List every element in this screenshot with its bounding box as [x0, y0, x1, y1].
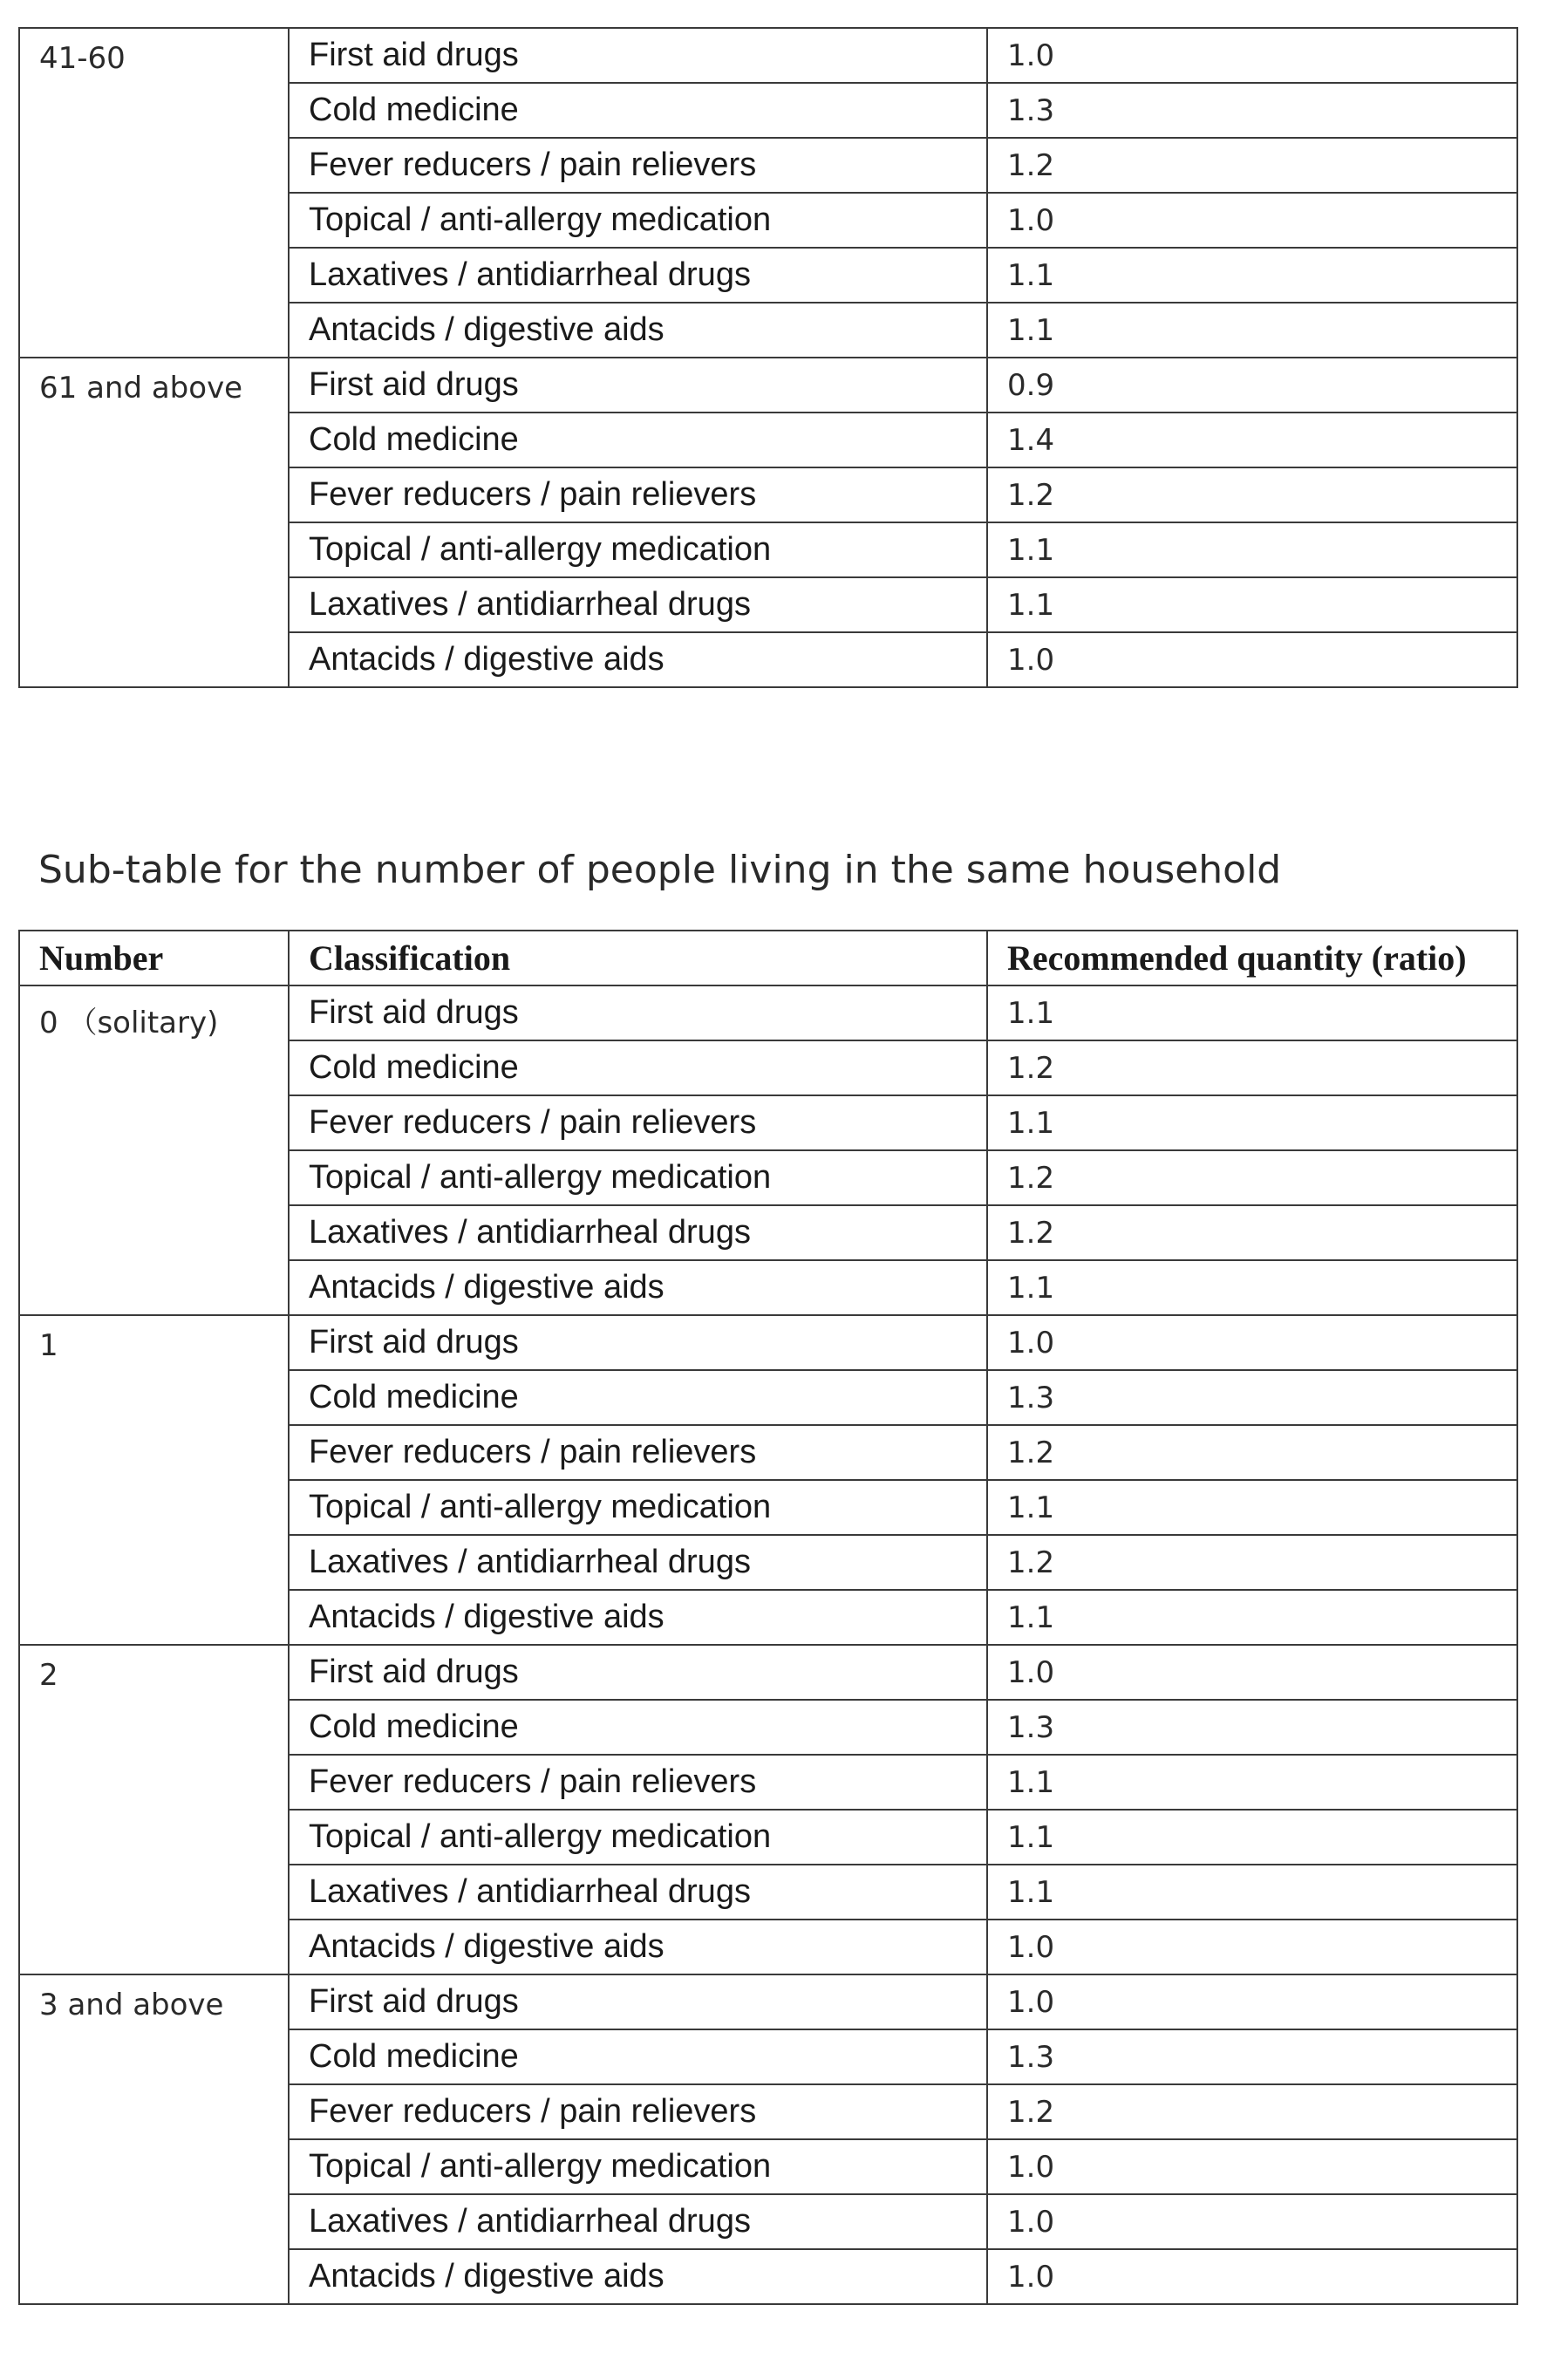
- recommended-quantity-cell: 1.1: [987, 522, 1517, 577]
- classification-cell: Topical / anti-allergy medication: [289, 1810, 987, 1865]
- recommended-quantity-cell: 0.9: [987, 358, 1517, 413]
- recommended-quantity-cell: 1.0: [987, 2139, 1517, 2194]
- table-row: [19, 985, 1517, 1040]
- recommended-quantity-cell: 1.1: [987, 1865, 1517, 1920]
- classification-cell: Laxatives / antidiarrheal drugs: [289, 248, 987, 303]
- classification-cell: First aid drugs: [289, 28, 987, 83]
- recommended-quantity-cell: 1.2: [987, 1535, 1517, 1590]
- table-row: [19, 1974, 1517, 2029]
- recommended-quantity-cell: 1.3: [987, 1700, 1517, 1755]
- recommended-quantity-cell: 1.3: [987, 83, 1517, 138]
- recommended-quantity-cell: 1.2: [987, 467, 1517, 522]
- age-subtable: [18, 27, 1518, 688]
- classification-cell: Topical / anti-allergy medication: [289, 193, 987, 248]
- table-row: [19, 358, 1517, 413]
- classification-cell: Fever reducers / pain relievers: [289, 1755, 987, 1810]
- classification-cell: Fever reducers / pain relievers: [289, 467, 987, 522]
- group-label: 0 （solitary): [19, 985, 289, 1315]
- classification-cell: First aid drugs: [289, 358, 987, 413]
- recommended-quantity-cell: 1.1: [987, 577, 1517, 632]
- recommended-quantity-cell: 1.2: [987, 1040, 1517, 1095]
- group-label: 61 and above: [19, 358, 289, 687]
- recommended-quantity-cell: 1.0: [987, 1315, 1517, 1370]
- recommended-quantity-cell: 1.0: [987, 1974, 1517, 2029]
- classification-cell: Laxatives / antidiarrheal drugs: [289, 577, 987, 632]
- recommended-quantity-cell: 1.1: [987, 1480, 1517, 1535]
- group-label: 41-60: [19, 28, 289, 358]
- classification-cell: Cold medicine: [289, 413, 987, 467]
- recommended-quantity-cell: 1.2: [987, 2084, 1517, 2139]
- classification-cell: Fever reducers / pain relievers: [289, 1095, 987, 1150]
- classification-cell: Topical / anti-allergy medication: [289, 522, 987, 577]
- classification-cell: Laxatives / antidiarrheal drugs: [289, 1865, 987, 1920]
- recommended-quantity-cell: 1.2: [987, 1205, 1517, 1260]
- classification-cell: Cold medicine: [289, 2029, 987, 2084]
- recommended-quantity-cell: 1.2: [987, 1425, 1517, 1480]
- recommended-quantity-cell: 1.1: [987, 1755, 1517, 1810]
- classification-cell: Antacids / digestive aids: [289, 1260, 987, 1315]
- recommended-quantity-cell: 1.1: [987, 985, 1517, 1040]
- recommended-quantity-cell: 1.0: [987, 1920, 1517, 1974]
- classification-cell: First aid drugs: [289, 1315, 987, 1370]
- recommended-quantity-cell: 1.4: [987, 413, 1517, 467]
- classification-cell: Cold medicine: [289, 1700, 987, 1755]
- header-number: Number: [19, 931, 289, 985]
- classification-cell: Antacids / digestive aids: [289, 1590, 987, 1645]
- recommended-quantity-cell: 1.2: [987, 138, 1517, 193]
- classification-cell: Laxatives / antidiarrheal drugs: [289, 1205, 987, 1260]
- classification-cell: Topical / anti-allergy medication: [289, 1480, 987, 1535]
- header-classification: Classification: [289, 931, 987, 985]
- recommended-quantity-cell: 1.1: [987, 248, 1517, 303]
- group-label: 3 and above: [19, 1974, 289, 2304]
- recommended-quantity-cell: 1.2: [987, 1150, 1517, 1205]
- recommended-quantity-cell: 1.1: [987, 1095, 1517, 1150]
- classification-cell: Fever reducers / pain relievers: [289, 1425, 987, 1480]
- classification-cell: Antacids / digestive aids: [289, 2249, 987, 2304]
- classification-cell: Antacids / digestive aids: [289, 1920, 987, 1974]
- recommended-quantity-cell: 1.0: [987, 28, 1517, 83]
- recommended-quantity-cell: 1.3: [987, 1370, 1517, 1425]
- group-label: 2: [19, 1645, 289, 1974]
- classification-cell: First aid drugs: [289, 985, 987, 1040]
- table-row: [19, 28, 1517, 83]
- recommended-quantity-cell: 1.0: [987, 193, 1517, 248]
- classification-cell: Fever reducers / pain relievers: [289, 138, 987, 193]
- classification-cell: Fever reducers / pain relievers: [289, 2084, 987, 2139]
- classification-cell: Laxatives / antidiarrheal drugs: [289, 2194, 987, 2249]
- recommended-quantity-cell: 1.3: [987, 2029, 1517, 2084]
- classification-cell: Cold medicine: [289, 83, 987, 138]
- age-subtable-body: [19, 28, 1517, 687]
- classification-cell: Topical / anti-allergy medication: [289, 2139, 987, 2194]
- classification-cell: Cold medicine: [289, 1370, 987, 1425]
- recommended-quantity-cell: 1.0: [987, 1645, 1517, 1700]
- recommended-quantity-cell: 1.1: [987, 1260, 1517, 1315]
- recommended-quantity-cell: 1.0: [987, 2194, 1517, 2249]
- classification-cell: Antacids / digestive aids: [289, 632, 987, 687]
- household-subtable: [18, 930, 1518, 2305]
- group-label: 1: [19, 1315, 289, 1645]
- classification-cell: Cold medicine: [289, 1040, 987, 1095]
- classification-cell: Antacids / digestive aids: [289, 303, 987, 358]
- household-subtable-header: [19, 931, 1517, 985]
- recommended-quantity-cell: 1.1: [987, 303, 1517, 358]
- classification-cell: Laxatives / antidiarrheal drugs: [289, 1535, 987, 1590]
- recommended-quantity-cell: 1.0: [987, 2249, 1517, 2304]
- recommended-quantity-cell: 1.1: [987, 1590, 1517, 1645]
- classification-cell: Topical / anti-allergy medication: [289, 1150, 987, 1205]
- recommended-quantity-cell: 1.0: [987, 632, 1517, 687]
- header-row: [19, 931, 1517, 985]
- table-row: [19, 1645, 1517, 1700]
- household-subtable-title: Sub-table for the number of people living in the same household: [38, 848, 1282, 892]
- classification-cell: First aid drugs: [289, 1645, 987, 1700]
- classification-cell: First aid drugs: [289, 1974, 987, 2029]
- recommended-quantity-cell: 1.1: [987, 1810, 1517, 1865]
- household-subtable-body: [19, 985, 1517, 2304]
- header-recommended-quantity: Recommended quantity (ratio): [987, 931, 1517, 985]
- table-row: [19, 1315, 1517, 1370]
